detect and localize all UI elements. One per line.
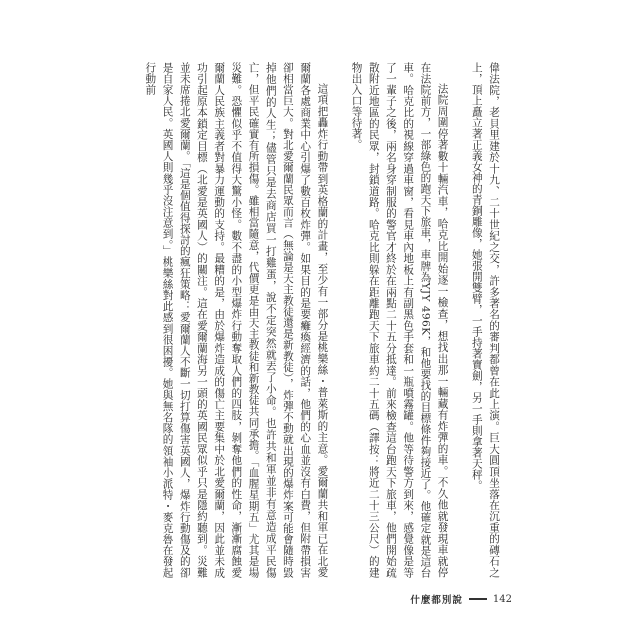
vertical-body-text	[136, 62, 502, 578]
running-title: 什麼都別說	[410, 595, 463, 606]
paragraph-2: 法院周圍停著數十輛汽車，哈克比開始逐一檢查，想找出那一輛藏有炸彈的車。不久他就發現車就停在法院前方，一部綠色的跑天下旅車，車牌為YJY 496K，和他要找的目標條件夠接近了。他確定就是這台車。哈克比的視線穿過車窗，看見車內地板上有副黑色手套和一瓶噴霧罐。他等待警方到來，感覺像是等了一輩子之後，兩名身穿制服的警官才終於在兩點二十五分抵達。前來檢查這台跑天下旅車，他們開始疏散附近地區的民眾，封鎖道路。哈克比則躲在距離跑天下旅車約二十五碼（譯按：將近二十三公尺）的建物出入口等待著。	[350, 62, 449, 578]
paragraph-1: 偉法院，老貝里建於十九、二十世紀之交，許多著名的審判都曾在此上演。巨大圓頂坐落在沉重的磚石之上，頂上矗立著正義女神的青銅雕像，她張開雙臂，一手持著寶劍，另一手則拿著天秤。	[470, 62, 500, 578]
page-number: 142	[492, 593, 512, 605]
page-footer	[410, 592, 512, 606]
paragraph-3: 這項把轟炸行動帶到英格蘭的計畫，至少有一部分是桃樂絲・普萊斯的主意。愛爾蘭共和軍已在北愛爾蘭各處商業中心引爆了數百枚炸彈。如果目的是要癱瘓經濟的話，他們的心血並沒有白費，但附帶損害卻相當巨大。對北愛爾蘭民眾而言（無論是天主教徒還是新教徒），炸彈不動就出現的爆炸案可能會隨時毀掉他們的人生；儘管只是去商店買一打雞蛋，說不定突然就丟了小命。也許共和軍並非有意造成平民傷亡，但平民確實有所損傷。雖相當隨意，代價更是由天主教徒和新教徒共同承擔。「血腥星期五」尤其是場災難。恐懼似乎不值得大驚小怪。數不盡的小型爆炸行動奪取人們的四肢，剝奪他們的性命，漸漸腐蝕愛爾蘭人民族主義者對暴力運動的支持。最糟的是，由於爆炸造成的傷亡主要集中於北愛爾蘭，因此並未成功引起原本鎖定目標（北愛是英國人）的關注。這在愛爾蘭海另一頭的英國民眾似乎只是隱約聽到。災難並未席捲北愛爾蘭。「這是個值得探討的瘋狂策略：愛爾蘭人不斷一切打算傷害英國人，爆炸行動傷及的卻是自家人民。英國人則幾乎沒注意到。」桃樂絲對此感到很困擾。她與無名隊的領袖小派特・麥克魯在發起行動前	[144, 62, 329, 578]
footer-rule	[469, 598, 487, 600]
